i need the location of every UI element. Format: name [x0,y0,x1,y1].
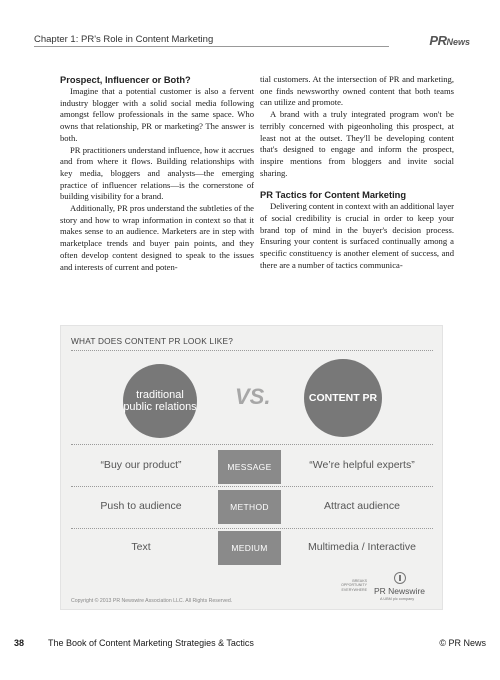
versus-label: VS. [235,384,271,409]
content-pr-figure [60,325,443,610]
body-paragraph: tial customers. At the intersection of PR and marketing, one finds newsworthy owned content that both teams can utilize and promote. [260,74,454,108]
row-category-box: MESSAGE [218,450,281,484]
dotted-divider [71,528,433,529]
running-head [34,32,470,48]
pr-newswire-subline: A UBM plc company [380,597,415,601]
row-left-label: Text [131,541,151,553]
traditional-pr-circle: traditional public relations [123,364,197,438]
body-paragraph: Delivering content in context with an additional layer of social credibility is crucial in order to keep your brand top of mind in the buyer's decision process. Ensuring your content is surfaced continually among a specific constituency is another element of success, and there are a number of tactics communica- [260,201,454,270]
row-left-label: “Buy our product” [100,459,182,471]
row-right-label: Attract audience [324,500,400,512]
figure-copyright: Copyright © 2013 PR Newswire Association LLC. All Rights Reserved. [71,598,233,604]
tagline: BREAKS OPPORTUNITY EVERYWHERE [341,579,367,592]
dotted-divider [71,350,433,351]
footer-copyright: © PR News [439,638,486,648]
dotted-divider [71,486,433,487]
page-number: 38 [14,638,25,648]
page-footer [14,638,486,654]
body-paragraph: PR practitioners understand influence, how it accrues and from where it flows. Building relationships with key media, bloggers and analysts—the emerging practice of influencer relations—is the cornerstone of building visibility for a brand. [60,144,254,202]
row-category-box: MEDIUM [218,531,281,565]
row-right-label: “We’re helpful experts” [309,459,415,471]
row-right-label: Multimedia / Interactive [308,541,416,553]
figure-title: WHAT DOES CONTENT PR LOOK LIKE? [71,336,234,346]
row-category-box: METHOD [218,490,281,524]
dotted-divider [71,444,433,445]
content-pr-circle: CONTENT PR [304,359,382,437]
book-title: The Book of Content Marketing Strategies & Tactics [48,638,254,648]
section-heading-prospect: Prospect, Influencer or Both? [60,75,191,85]
body-paragraph: Additionally, PR pros understand the subtleties of the story and how to wrap information in context so that it makes sense to an audience. Marketers are in step with marketplace trends and buyer pain points, and they often develop content designed to speak to the issues and interests of current and poten- [60,203,254,272]
pr-news-logo: PRNews [429,33,470,48]
left-column [60,74,254,273]
pr-newswire-name: PR Newswire [374,586,426,596]
pr-newswire-mark-icon [394,572,406,584]
section-heading-tactics: PR Tactics for Content Marketing [260,190,407,201]
chapter-title: Chapter 1: PR's Role in Content Marketing [34,34,214,45]
right-column [260,74,454,272]
body-paragraph: A brand with a truly integrated program won't be terribly concerned with pigeonholing this prospect, at least not at the outset. They'll be developing content that's designed to engage and inform the prospect, inspire mentions from bloggers and invite social sharing. [260,109,454,178]
header-rule [34,46,389,47]
body-paragraph: Imagine that a potential customer is also a fervent industry blogger with a solid social media following amongst fellow professionals in the same space. Who owns that relationship, PR or marketing? The answer is both. [60,86,254,143]
row-left-label: Push to audience [100,500,182,512]
